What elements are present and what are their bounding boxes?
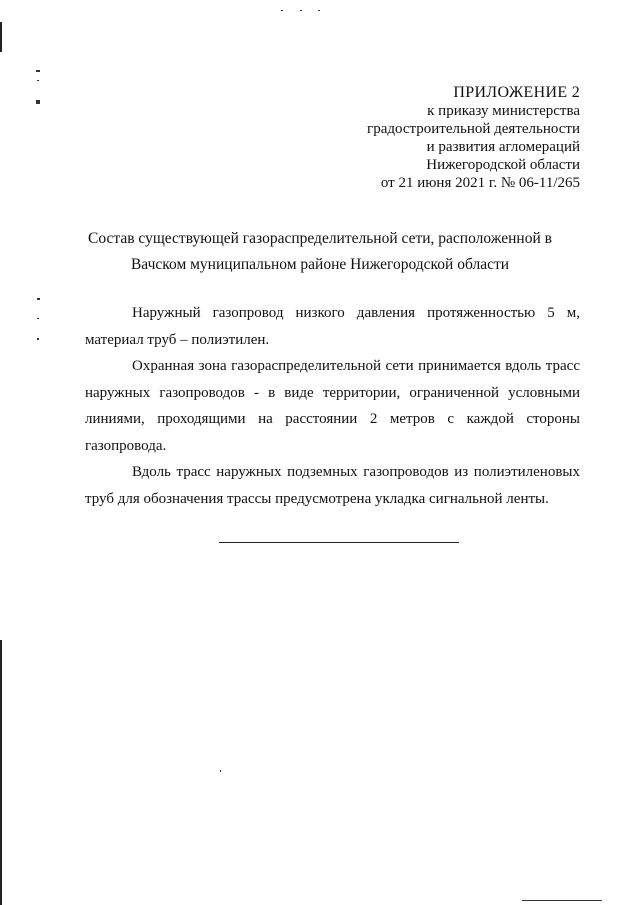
appendix-line: градостроительной деятельности [367, 121, 580, 137]
scan-speck [281, 10, 283, 11]
paragraph: Охранная зона газораспределительной сети принимается вдоль трасс наружных газопроводов - в виде территории, ограниченной условными линиями, проходящими на расстоянии 2 метров с каждой стороны газопровода. [85, 358, 580, 454]
scan-speck [37, 298, 40, 300]
scan-speck [37, 338, 39, 340]
scan-speck [300, 10, 302, 11]
scan-speck [37, 80, 39, 81]
scan-speck [36, 100, 40, 104]
title-line-2: Вачском муниципальном районе Нижегородской области [130, 256, 510, 273]
scan-edge-mark [0, 640, 2, 905]
appendix-header [367, 84, 580, 192]
scan-speck [37, 318, 39, 319]
appendix-line: к приказу министерства [427, 103, 580, 119]
appendix-line: от 21 июня 2021 г. № 06-11/265 [380, 175, 580, 191]
paragraph: Вдоль трасс наружных подземных газопроводов из полиэтиленовых труб для обозначения трассы предусмотрена укладка сигнальной ленты. [85, 464, 580, 507]
paragraph: Наружный газопровод низкого давления протяженностью 5 м, материал труб – полиэтилен. [85, 305, 580, 348]
scan-speck [36, 70, 40, 72]
appendix-heading: ПРИЛОЖЕНИЕ 2 [453, 84, 580, 101]
scan-speck [522, 900, 602, 901]
title-line-1: Состав существующей газораспределительной сети, расположенной в [88, 230, 552, 247]
appendix-line: Нижегородской области [426, 157, 580, 173]
appendix-line: и развития агломераций [426, 139, 580, 155]
scan-speck [220, 770, 221, 772]
scan-edge-mark [0, 22, 2, 52]
document-body [85, 300, 580, 512]
closing-rule [219, 542, 459, 543]
document-title [60, 226, 580, 278]
scan-speck [318, 10, 320, 11]
